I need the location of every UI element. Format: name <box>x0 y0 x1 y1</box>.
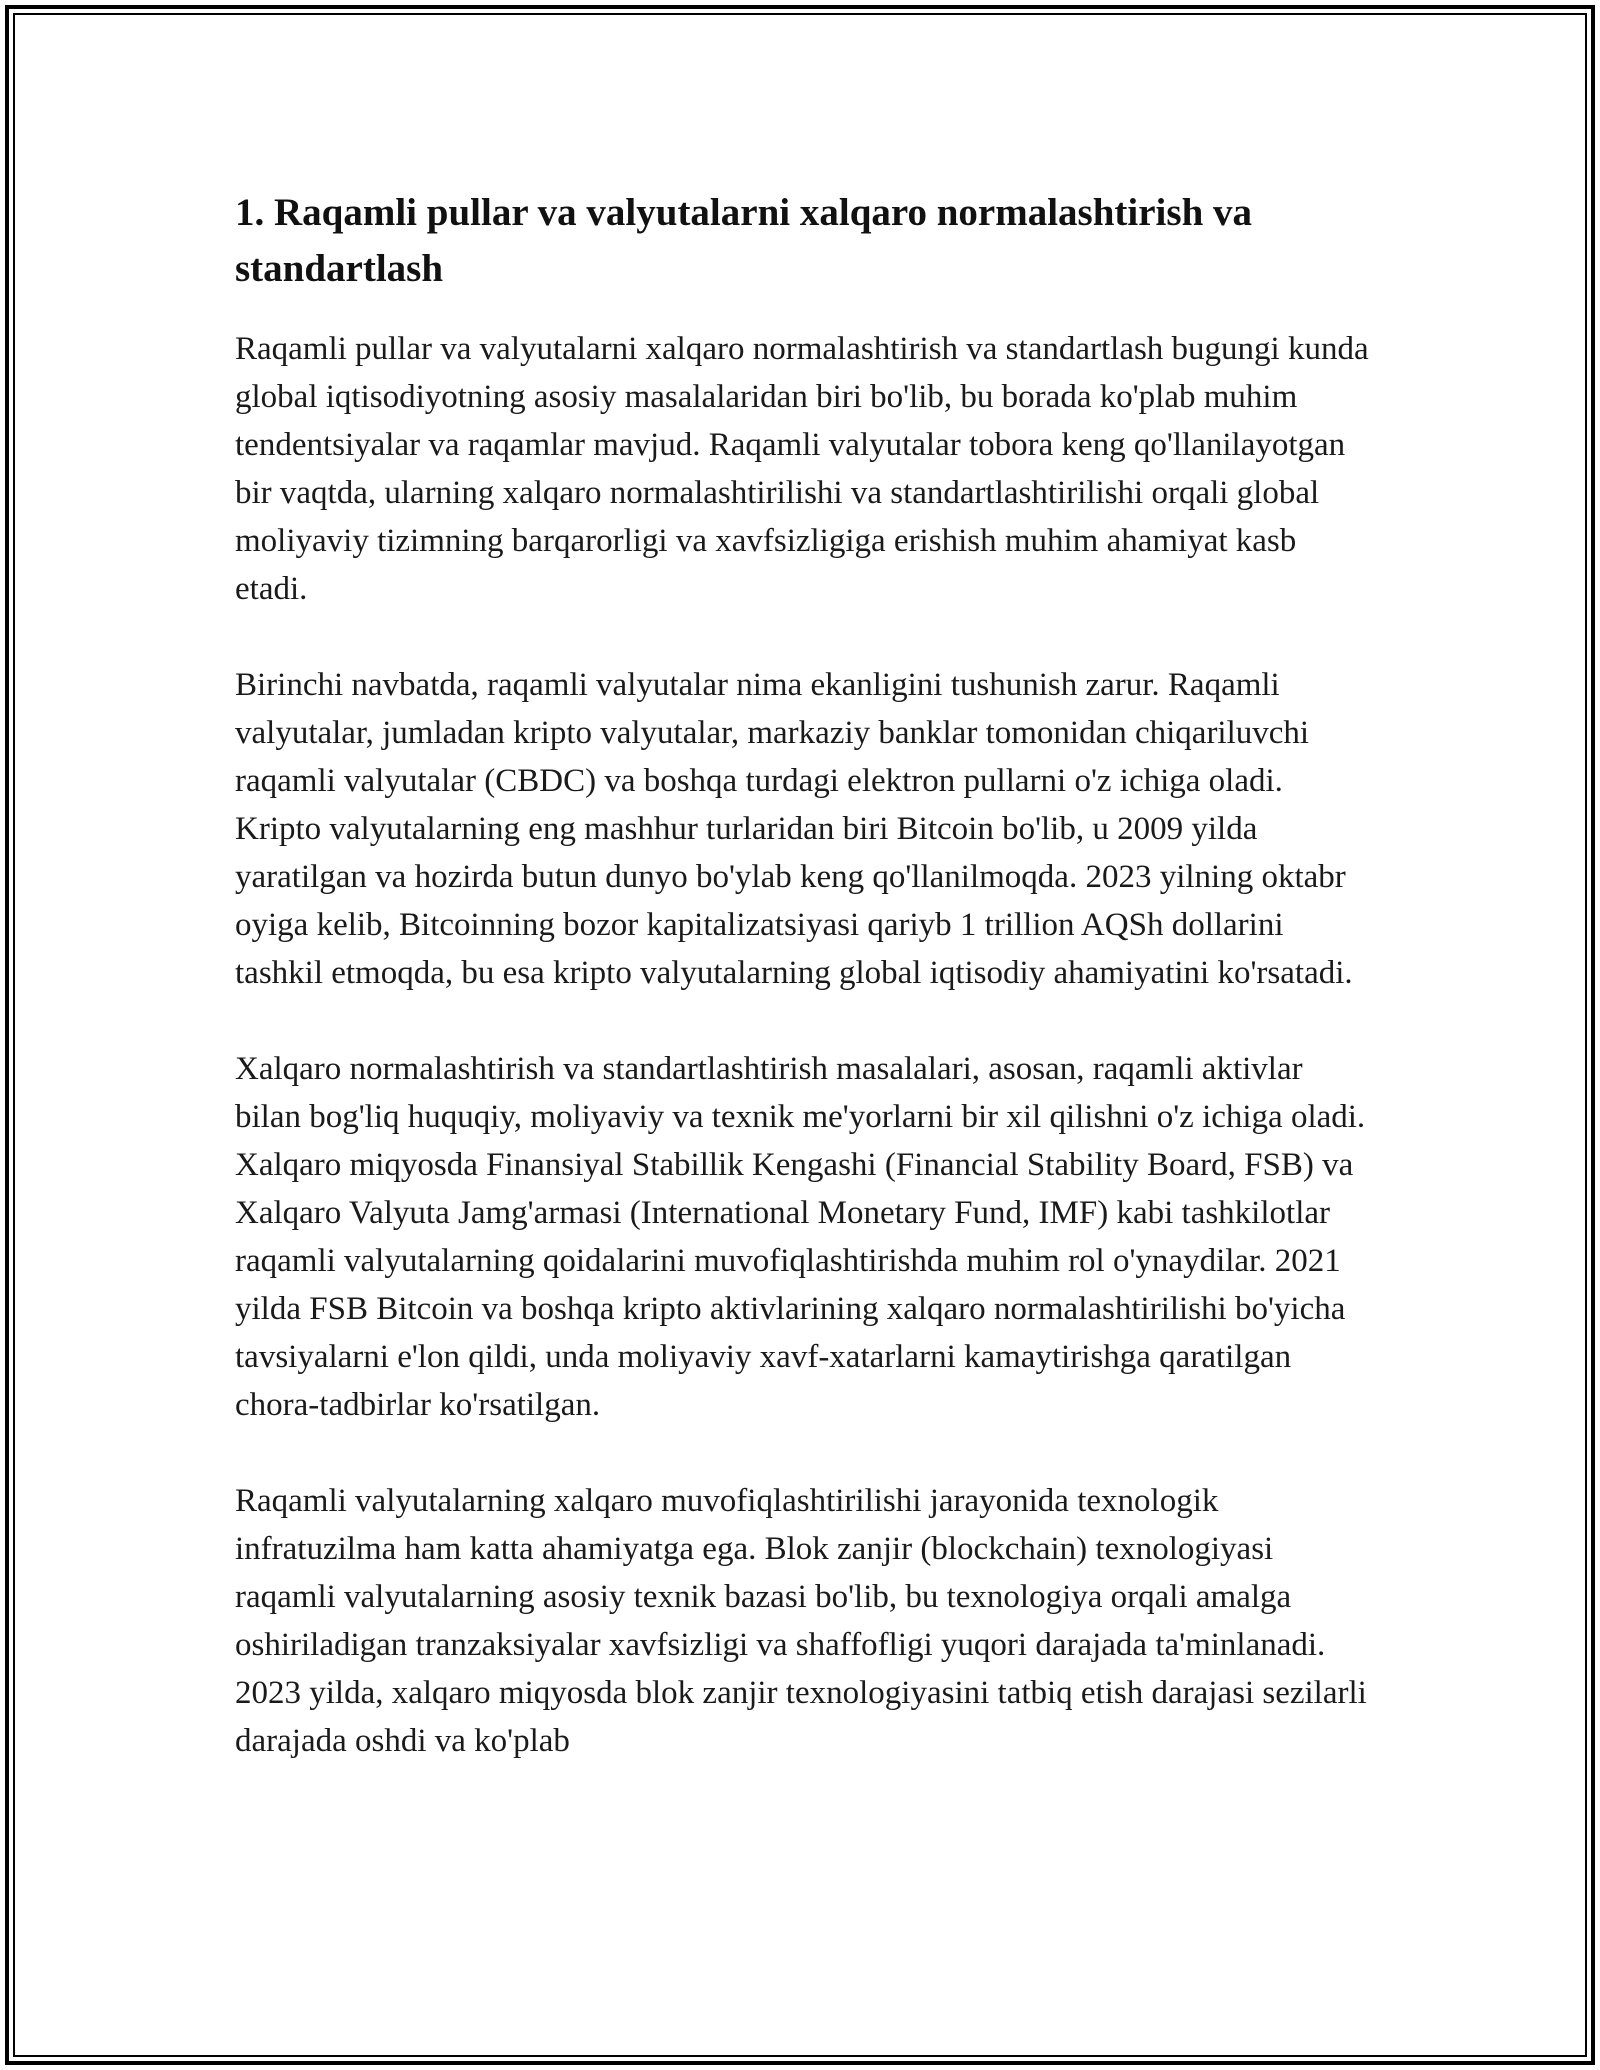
paragraph-2: Birinchi navbatda, raqamli valyutalar nima ekanligini tushunish zarur. Raqamli valyutalar, jumladan kripto valyutalar, markaziy banklar tomonidan chiqariluvchi raqamli valyutalar (CBDC) va boshqa turdagi elektron pullarni o'z ichiga oladi. Kripto valyutalarning eng mashhur turlaridan biri Bitcoin bo'lib, u 2009 yilda yaratilgan va hozirda butun dunyo bo'ylab keng qo'llanilmoqda. 2023 yilning oktabr oyiga kelib, Bitcoinning bozor kapitalizatsiyasi qariyb 1 trillion AQSh dollarini tashkil etmoqda, bu esa kripto valyutalarning global iqtisodiy ahamiyatini ko'rsatadi. <box>235 667 1353 991</box>
paragraph-3: Xalqaro normalashtirish va standartlashtirish masalalari, asosan, raqamli aktivlar bilan bog'liq huquqiy, moliyaviy va texnik me'yorlarni bir xil qilishni o'z ichiga oladi. Xalqaro miqyosda Finansiyal Stabillik Kengashi (Financial Stability Board, FSB) va Xalqaro Valyuta Jamg'armasi (International Monetary Fund, IMF) kabi tashkilotlar raqamli valyutalarning qoidalarini muvofiqlashtirishda muhim rol o'ynaydilar. 2021 yilda FSB Bitcoin va boshqa kripto aktivlarining xalqaro normalashtirilishi bo'yicha tavsiyalarni e'lon qildi, unda moliyaviy xavf-xatarlarni kamaytirishga qaratilgan chora-tadbirlar ko'rsatilgan. <box>235 1051 1366 1423</box>
document-page <box>235 185 1370 1813</box>
section-heading: 1. Raqamli pullar va valyutalarni xalqaro normalashtirish va standartlash <box>235 191 1253 290</box>
paragraph-1: Raqamli pullar va valyutalarni xalqaro normalashtirish va standartlash bugungi kunda global iqtisodiyotning asosiy masalalaridan biri bo'lib, bu borada ko'plab muhim tendentsiyalar va raqamlar mavjud. Raqamli valyutalar tobora keng qo'llanilayotgan bir vaqtda, ularning xalqaro normalashtirilishi va standartlashtirilishi orqali global moliyaviy tizimning barqarorligi va xavfsizligiga erishish muhim ahamiyat kasb etadi. <box>235 331 1369 607</box>
paragraph-4: Raqamli valyutalarning xalqaro muvofiqlashtirilishi jarayonida texnologik infratuzilma ham katta ahamiyatga ega. Blok zanjir (blockchain) texnologiyasi raqamli valyutalarning asosiy texnik bazasi bo'lib, bu texnologiya orqali amalga oshiriladigan tranzaksiyalar xavfsizligi va shaffofligi yuqori darajada ta'minlanadi. 2023 yilda, xalqaro miqyosda blok zanjir texnologiyasini tatbiq etish darajasi sezilarli darajada oshdi va ko'plab <box>235 1483 1367 1759</box>
